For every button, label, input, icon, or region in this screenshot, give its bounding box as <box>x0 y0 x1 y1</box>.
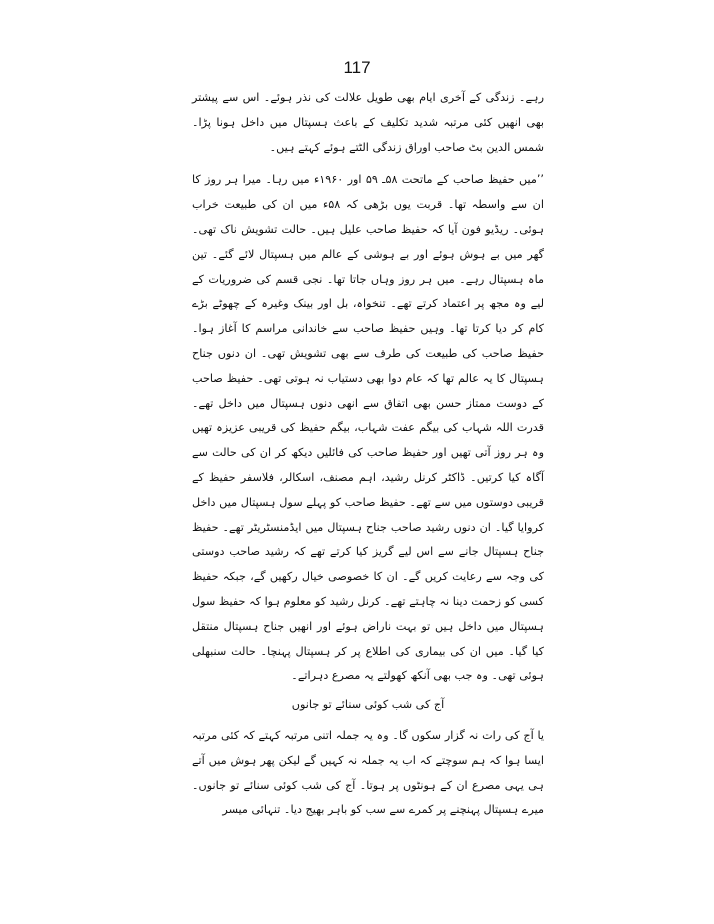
body-text <box>192 86 544 823</box>
verse-line: آج کی شب کوئی سنائے تو جانوں <box>291 698 445 712</box>
paragraph: ’’میں حفیظ صاحب کے ماتحت ۵۸ـ ۵۹ اور ۱۹۶۰ء میں رہا۔ میرا ہر روز کا ان سے واسطہ تھا۔ قربت یوں بڑھی کہ ۵۸ء میں ان کی طبیعت خراب ہوئی۔ ریڈیو فون آیا کہ حفیظ صاحب علیل ہیں۔ حالت تشویش ناک تھی۔ گھر میں بے ہوش ہوئے اور بے ہوشی کے عالم میں ہسپتال لائے گئے۔ تین ماہ ہسپتال رہے۔ میں ہر روز وہاں جاتا تھا۔ نجی قسم کی ضروریات کے لیے وہ مجھ پر اعتماد کرتے تھے۔ تنخواہ، بل اور بینک وغیرہ کے چھوٹے بڑے کام کر دیا کرتا تھا۔ وہیں حفیظ صاحب سے خاندانی مراسم کا آغاز ہوا۔ حفیظ صاحب کی طبیعت کی طرف سے بھی تشویش تھی۔ ان دنوں جناح ہسپتال کا یہ عالم تھا کہ عام دوا بھی دستیاب نہ ہوتی تھی۔ حفیظ صاحب کے دوست ممتاز حسن بھی اتفاق سے انھی دنوں ہسپتال میں داخل تھے۔ قدرت اللہ شہاب کی بیگم عفت شہاب، بیگم حفیظ کی قریبی عزیزہ تھیں وہ ہر روز آتی تھیں اور حفیظ صاحب کی فائلیں دیکھ کر ان کی حالت سے آگاہ کیا کرتیں۔ ڈاکٹر کرنل رشید، اہم مصنف، اسکالر، فلاسفر حفیظ کے قریبی دوستوں میں سے تھے۔ حفیظ صاحب کو پہلے سول ہسپتال میں داخل کروایا گیا۔ ان دنوں رشید صاحب جناح ہسپتال میں ایڈمنسٹریٹر تھے۔ حفیظ جناح ہسپتال جانے سے اس لیے گریز کیا کرتے تھے کہ رشید صاحب دوستی کی وجہ سے رعایت کریں گے۔ ان کا خصوصی خیال رکھیں گے، جبکہ حفیظ کسی کو زحمت دینا نہ چاہتے تھے۔ کرنل رشید کو معلوم ہوا کہ حفیظ سول ہسپتال میں داخل ہیں تو بہت ناراض ہوئے اور انھیں جناح ہسپتال منتقل کیا گیا۔ میں ان کی بیماری کی اطلاع پر کر ہسپتال پہنچا۔ حالت سنبھلی ہوئی تھی۔ وہ جب بھی آنکھ کھولتے یہ مصرع دہراتے۔ <box>192 173 544 683</box>
paragraph: یا آج کی رات نہ گزار سکوں گا۔ وہ یہ جملہ اتنی مرتبہ کہتے کہ کئی مرتبہ ایسا ہوا کہ ہم سوچتے کہ اب یہ جملہ نہ کہیں گے لیکن پھر ہوش میں آتے ہی یہی مصرع ان کے ہونٹوں پر ہوتا۔ آج کی شب کوئی سنائے تو جانوں۔ میرے ہسپتال پہنچنے پر کمرے سے سب کو باہر بھیج دیا۔ تنہائی میسر <box>192 728 544 817</box>
page-number: 117 <box>343 58 371 77</box>
paragraph: رہے۔ زندگی کے آخری ایام بھی طویل علالت کی نذر ہوئے۔ اس سے پیشتر بھی انھیں کئی مرتبہ شدید تکلیف کے باعث ہسپتال میں داخل ہونا پڑا۔ شمس الدین بٹ صاحب اوراق زندگی الٹتے ہوئے کہتے ہیں۔ <box>192 91 544 154</box>
